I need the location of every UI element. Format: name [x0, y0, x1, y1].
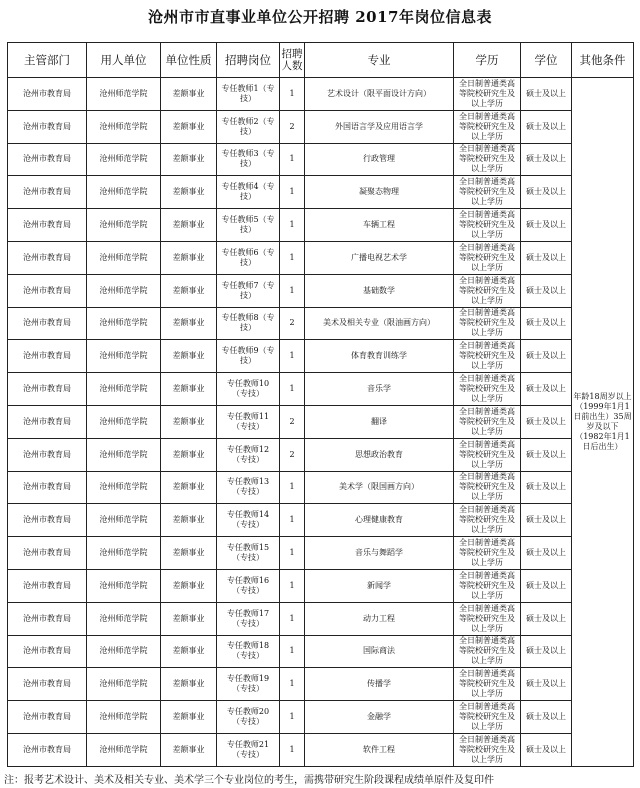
dept-cell: 沧州市教育局: [8, 274, 87, 307]
unit-cell: 沧州师范学院: [87, 438, 161, 471]
header-count: 招聘 人数: [280, 43, 305, 78]
major-cell: 美术及相关专业（限油画方向）: [305, 307, 454, 340]
dept-cell: 沧州市教育局: [8, 701, 87, 734]
table-row: [8, 176, 634, 209]
unit-cell: 沧州师范学院: [87, 471, 161, 504]
nature-cell: 差额事业: [161, 143, 217, 176]
header-post: 招聘岗位: [217, 43, 280, 78]
major-cell: 心理健康教育: [305, 504, 454, 537]
table-header-row: [8, 43, 634, 78]
header-degree: 学位: [521, 43, 572, 78]
count-cell: 2: [280, 110, 305, 143]
header-education: 学历: [454, 43, 521, 78]
post-cell: 专任教师1（专技）: [217, 78, 280, 111]
post-cell: 专任教师13 （专技）: [217, 471, 280, 504]
nature-cell: 差额事业: [161, 569, 217, 602]
nature-cell: 差额事业: [161, 274, 217, 307]
major-cell: 动力工程: [305, 602, 454, 635]
post-cell: 专任教师12 （专技）: [217, 438, 280, 471]
education-cell: 全日制普通类高 等院校研究生及 以上学历: [454, 438, 521, 471]
post-cell: 专任教师14 （专技）: [217, 504, 280, 537]
degree-cell: 硕士及以上: [521, 405, 572, 438]
table-row: [8, 438, 634, 471]
post-cell: 专任教师19 （专技）: [217, 668, 280, 701]
table-row: [8, 537, 634, 570]
unit-cell: 沧州师范学院: [87, 241, 161, 274]
count-cell: 1: [280, 373, 305, 406]
nature-cell: 差额事业: [161, 701, 217, 734]
major-cell: 基础数学: [305, 274, 454, 307]
table-row: [8, 635, 634, 668]
post-cell: 专任教师10 （专技）: [217, 373, 280, 406]
degree-cell: 硕士及以上: [521, 209, 572, 242]
major-cell: 音乐学: [305, 373, 454, 406]
degree-cell: 硕士及以上: [521, 274, 572, 307]
degree-cell: 硕士及以上: [521, 635, 572, 668]
count-cell: 1: [280, 569, 305, 602]
count-cell: 2: [280, 438, 305, 471]
education-cell: 全日制普通类高 等院校研究生及 以上学历: [454, 668, 521, 701]
education-cell: 全日制普通类高 等院校研究生及 以上学历: [454, 373, 521, 406]
unit-cell: 沧州师范学院: [87, 176, 161, 209]
major-cell: 车辆工程: [305, 209, 454, 242]
dept-cell: 沧州市教育局: [8, 438, 87, 471]
major-cell: 广播电视艺术学: [305, 241, 454, 274]
table-row: [8, 143, 634, 176]
major-cell: 思想政治教育: [305, 438, 454, 471]
unit-cell: 沧州师范学院: [87, 733, 161, 766]
education-cell: 全日制普通类高 等院校研究生及 以上学历: [454, 701, 521, 734]
major-cell: 新闻学: [305, 569, 454, 602]
education-cell: 全日制普通类高 等院校研究生及 以上学历: [454, 733, 521, 766]
major-cell: 美术学（限国画方向）: [305, 471, 454, 504]
count-cell: 1: [280, 701, 305, 734]
other-condition-cell: 年龄18周岁以上（1999年1月1日前出生）35周岁及以下（1982年1月1日后出生）: [572, 78, 634, 767]
dept-cell: 沧州市教育局: [8, 668, 87, 701]
count-cell: 1: [280, 602, 305, 635]
nature-cell: 差额事业: [161, 635, 217, 668]
table-row: [8, 602, 634, 635]
education-cell: 全日制普通类高 等院校研究生及 以上学历: [454, 78, 521, 111]
education-cell: 全日制普通类高 等院校研究生及 以上学历: [454, 340, 521, 373]
post-cell: 专任教师8（专技）: [217, 307, 280, 340]
post-cell: 专任教师6（专技）: [217, 241, 280, 274]
post-cell: 专任教师2（专技）: [217, 110, 280, 143]
unit-cell: 沧州师范学院: [87, 602, 161, 635]
nature-cell: 差额事业: [161, 241, 217, 274]
post-cell: 专任教师20 （专技）: [217, 701, 280, 734]
degree-cell: 硕士及以上: [521, 438, 572, 471]
major-cell: 金融学: [305, 701, 454, 734]
table-row: [8, 471, 634, 504]
degree-cell: 硕士及以上: [521, 569, 572, 602]
table-body: [8, 78, 634, 767]
unit-cell: 沧州师范学院: [87, 143, 161, 176]
degree-cell: 硕士及以上: [521, 110, 572, 143]
dept-cell: 沧州市教育局: [8, 602, 87, 635]
table-row: [8, 307, 634, 340]
nature-cell: 差额事业: [161, 504, 217, 537]
major-cell: 体育教育训练学: [305, 340, 454, 373]
education-cell: 全日制普通类高 等院校研究生及 以上学历: [454, 274, 521, 307]
degree-cell: 硕士及以上: [521, 701, 572, 734]
degree-cell: 硕士及以上: [521, 176, 572, 209]
table-row: [8, 274, 634, 307]
table-row: [8, 373, 634, 406]
header-other: 其他条件: [572, 43, 634, 78]
education-cell: 全日制普通类高 等院校研究生及 以上学历: [454, 143, 521, 176]
unit-cell: 沧州师范学院: [87, 110, 161, 143]
count-cell: 1: [280, 471, 305, 504]
count-cell: 1: [280, 274, 305, 307]
unit-cell: 沧州师范学院: [87, 537, 161, 570]
education-cell: 全日制普通类高 等院校研究生及 以上学历: [454, 405, 521, 438]
count-cell: 2: [280, 307, 305, 340]
post-cell: 专任教师3（专技）: [217, 143, 280, 176]
dept-cell: 沧州市教育局: [8, 78, 87, 111]
dept-cell: 沧州市教育局: [8, 340, 87, 373]
post-cell: 专任教师9（专技）: [217, 340, 280, 373]
post-cell: 专任教师21 （专技）: [217, 733, 280, 766]
count-cell: 1: [280, 241, 305, 274]
table-row: [8, 209, 634, 242]
nature-cell: 差额事业: [161, 537, 217, 570]
recruitment-table: [7, 42, 634, 767]
unit-cell: 沧州师范学院: [87, 307, 161, 340]
major-cell: 软件工程: [305, 733, 454, 766]
dept-cell: 沧州市教育局: [8, 307, 87, 340]
degree-cell: 硕士及以上: [521, 733, 572, 766]
dept-cell: 沧州市教育局: [8, 504, 87, 537]
education-cell: 全日制普通类高 等院校研究生及 以上学历: [454, 635, 521, 668]
nature-cell: 差额事业: [161, 307, 217, 340]
post-cell: 专任教师5（专技）: [217, 209, 280, 242]
education-cell: 全日制普通类高 等院校研究生及 以上学历: [454, 307, 521, 340]
dept-cell: 沧州市教育局: [8, 373, 87, 406]
nature-cell: 差额事业: [161, 110, 217, 143]
degree-cell: 硕士及以上: [521, 471, 572, 504]
education-cell: 全日制普通类高 等院校研究生及 以上学历: [454, 110, 521, 143]
unit-cell: 沧州师范学院: [87, 635, 161, 668]
dept-cell: 沧州市教育局: [8, 635, 87, 668]
unit-cell: 沧州师范学院: [87, 209, 161, 242]
unit-cell: 沧州师范学院: [87, 504, 161, 537]
major-cell: 国际商法: [305, 635, 454, 668]
count-cell: 2: [280, 405, 305, 438]
dept-cell: 沧州市教育局: [8, 569, 87, 602]
count-cell: 1: [280, 78, 305, 111]
degree-cell: 硕士及以上: [521, 241, 572, 274]
table-row: [8, 241, 634, 274]
dept-cell: 沧州市教育局: [8, 241, 87, 274]
unit-cell: 沧州师范学院: [87, 78, 161, 111]
major-cell: 艺术设计（限平面设计方向）: [305, 78, 454, 111]
major-cell: 外国语言学及应用语言学: [305, 110, 454, 143]
nature-cell: 差额事业: [161, 78, 217, 111]
education-cell: 全日制普通类高 等院校研究生及 以上学历: [454, 241, 521, 274]
education-cell: 全日制普通类高 等院校研究生及 以上学历: [454, 209, 521, 242]
unit-cell: 沧州师范学院: [87, 668, 161, 701]
dept-cell: 沧州市教育局: [8, 110, 87, 143]
footnote: 注：报考艺术设计、美术及相关专业、美术学三个专业岗位的考生，需携带研究生阶段课程成绩单原件及复印件: [4, 775, 494, 786]
degree-cell: 硕士及以上: [521, 602, 572, 635]
page-title: 沧州市市直事业单位公开招聘 2017年岗位信息表: [148, 8, 492, 26]
education-cell: 全日制普通类高 等院校研究生及 以上学历: [454, 602, 521, 635]
post-cell: 专任教师15 （专技）: [217, 537, 280, 570]
education-cell: 全日制普通类高 等院校研究生及 以上学历: [454, 537, 521, 570]
dept-cell: 沧州市教育局: [8, 143, 87, 176]
dept-cell: 沧州市教育局: [8, 209, 87, 242]
header-major: 专业: [305, 43, 454, 78]
degree-cell: 硕士及以上: [521, 78, 572, 111]
education-cell: 全日制普通类高 等院校研究生及 以上学历: [454, 504, 521, 537]
degree-cell: 硕士及以上: [521, 340, 572, 373]
unit-cell: 沧州师范学院: [87, 405, 161, 438]
education-cell: 全日制普通类高 等院校研究生及 以上学历: [454, 176, 521, 209]
count-cell: 1: [280, 209, 305, 242]
degree-cell: 硕士及以上: [521, 537, 572, 570]
nature-cell: 差额事业: [161, 340, 217, 373]
nature-cell: 差额事业: [161, 176, 217, 209]
nature-cell: 差额事业: [161, 602, 217, 635]
table-row: [8, 504, 634, 537]
count-cell: 1: [280, 143, 305, 176]
nature-cell: 差额事业: [161, 405, 217, 438]
post-cell: 专任教师16 （专技）: [217, 569, 280, 602]
count-cell: 1: [280, 504, 305, 537]
degree-cell: 硕士及以上: [521, 143, 572, 176]
count-cell: 1: [280, 340, 305, 373]
post-cell: 专任教师11 （专技）: [217, 405, 280, 438]
education-cell: 全日制普通类高 等院校研究生及 以上学历: [454, 471, 521, 504]
unit-cell: 沧州师范学院: [87, 701, 161, 734]
unit-cell: 沧州师范学院: [87, 274, 161, 307]
degree-cell: 硕士及以上: [521, 504, 572, 537]
nature-cell: 差额事业: [161, 733, 217, 766]
unit-cell: 沧州师范学院: [87, 569, 161, 602]
count-cell: 1: [280, 733, 305, 766]
table-row: [8, 110, 634, 143]
dept-cell: 沧州市教育局: [8, 733, 87, 766]
degree-cell: 硕士及以上: [521, 668, 572, 701]
unit-cell: 沧州师范学院: [87, 340, 161, 373]
major-cell: 音乐与舞蹈学: [305, 537, 454, 570]
major-cell: 传播学: [305, 668, 454, 701]
nature-cell: 差额事业: [161, 471, 217, 504]
header-dept: 主管部门: [8, 43, 87, 78]
count-cell: 1: [280, 537, 305, 570]
nature-cell: 差额事业: [161, 438, 217, 471]
post-cell: 专任教师18 （专技）: [217, 635, 280, 668]
dept-cell: 沧州市教育局: [8, 405, 87, 438]
major-cell: 凝聚态物理: [305, 176, 454, 209]
major-cell: 翻译: [305, 405, 454, 438]
unit-cell: 沧州师范学院: [87, 373, 161, 406]
table-row: [8, 701, 634, 734]
header-unit: 用人单位: [87, 43, 161, 78]
post-cell: 专任教师4（专技）: [217, 176, 280, 209]
nature-cell: 差额事业: [161, 209, 217, 242]
header-nature: 单位性质: [161, 43, 217, 78]
table-row: [8, 733, 634, 766]
dept-cell: 沧州市教育局: [8, 471, 87, 504]
degree-cell: 硕士及以上: [521, 307, 572, 340]
post-cell: 专任教师17 （专技）: [217, 602, 280, 635]
table-row: [8, 569, 634, 602]
count-cell: 1: [280, 176, 305, 209]
degree-cell: 硕士及以上: [521, 373, 572, 406]
dept-cell: 沧州市教育局: [8, 176, 87, 209]
table-row: [8, 668, 634, 701]
post-cell: 专任教师7（专技）: [217, 274, 280, 307]
table-row: [8, 405, 634, 438]
count-cell: 1: [280, 668, 305, 701]
nature-cell: 差额事业: [161, 668, 217, 701]
table-row: [8, 78, 634, 111]
table-row: [8, 340, 634, 373]
major-cell: 行政管理: [305, 143, 454, 176]
count-cell: 1: [280, 635, 305, 668]
nature-cell: 差额事业: [161, 373, 217, 406]
dept-cell: 沧州市教育局: [8, 537, 87, 570]
education-cell: 全日制普通类高 等院校研究生及 以上学历: [454, 569, 521, 602]
